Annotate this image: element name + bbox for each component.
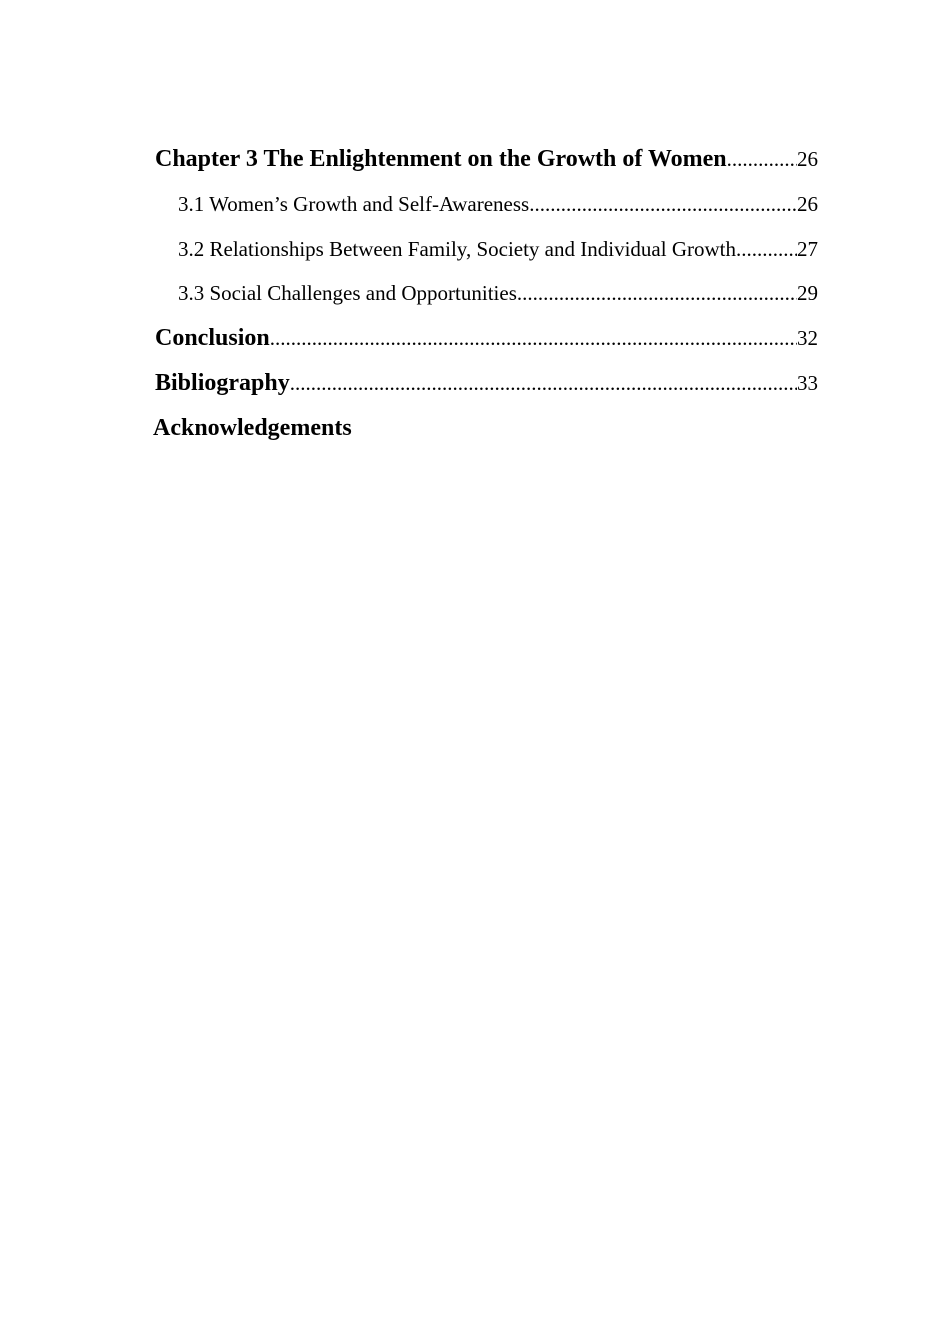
dot-leader bbox=[517, 274, 797, 312]
toc-entry-3-3[interactable] bbox=[155, 274, 818, 319]
toc-entry-3-2[interactable] bbox=[155, 230, 818, 275]
toc-entry-page-number: 26 bbox=[797, 192, 818, 216]
toc-entry-acknowledgements[interactable] bbox=[153, 409, 818, 454]
toc-entry-bibliography[interactable] bbox=[155, 364, 818, 409]
dot-leader bbox=[736, 230, 797, 268]
toc-entry-3-1[interactable] bbox=[155, 185, 818, 230]
toc-entry-title: Conclusion bbox=[155, 324, 270, 351]
dot-leader bbox=[529, 185, 797, 223]
toc-entry-page-number: 26 bbox=[797, 147, 818, 171]
toc-entry-chapter-3[interactable] bbox=[155, 140, 818, 185]
toc-entry-page-number: 27 bbox=[797, 236, 818, 261]
toc-entry-page-number: 32 bbox=[797, 325, 818, 350]
toc-entry-title: Bibliography bbox=[155, 369, 290, 396]
toc-entry-page-number: 33 bbox=[797, 370, 818, 395]
toc-entry-conclusion[interactable] bbox=[155, 319, 818, 364]
toc-entry-title: Acknowledgements bbox=[153, 414, 352, 441]
dot-leader bbox=[727, 140, 797, 178]
toc-entry-title: 3.1 Women’s Growth and Self-Awareness bbox=[178, 192, 530, 216]
toc-entry-title: 3.2 Relationships Between Family, Society and Individual Growth bbox=[178, 236, 736, 261]
toc-entry-title: 3.3 Social Challenges and Opportunities bbox=[178, 281, 517, 305]
table-of-contents bbox=[155, 140, 818, 454]
dot-leader bbox=[290, 364, 797, 402]
toc-entry-title: Chapter 3 The Enlightenment on the Growth of Women bbox=[155, 146, 727, 172]
dot-leader bbox=[270, 319, 797, 357]
toc-entry-page-number: 29 bbox=[797, 281, 818, 305]
